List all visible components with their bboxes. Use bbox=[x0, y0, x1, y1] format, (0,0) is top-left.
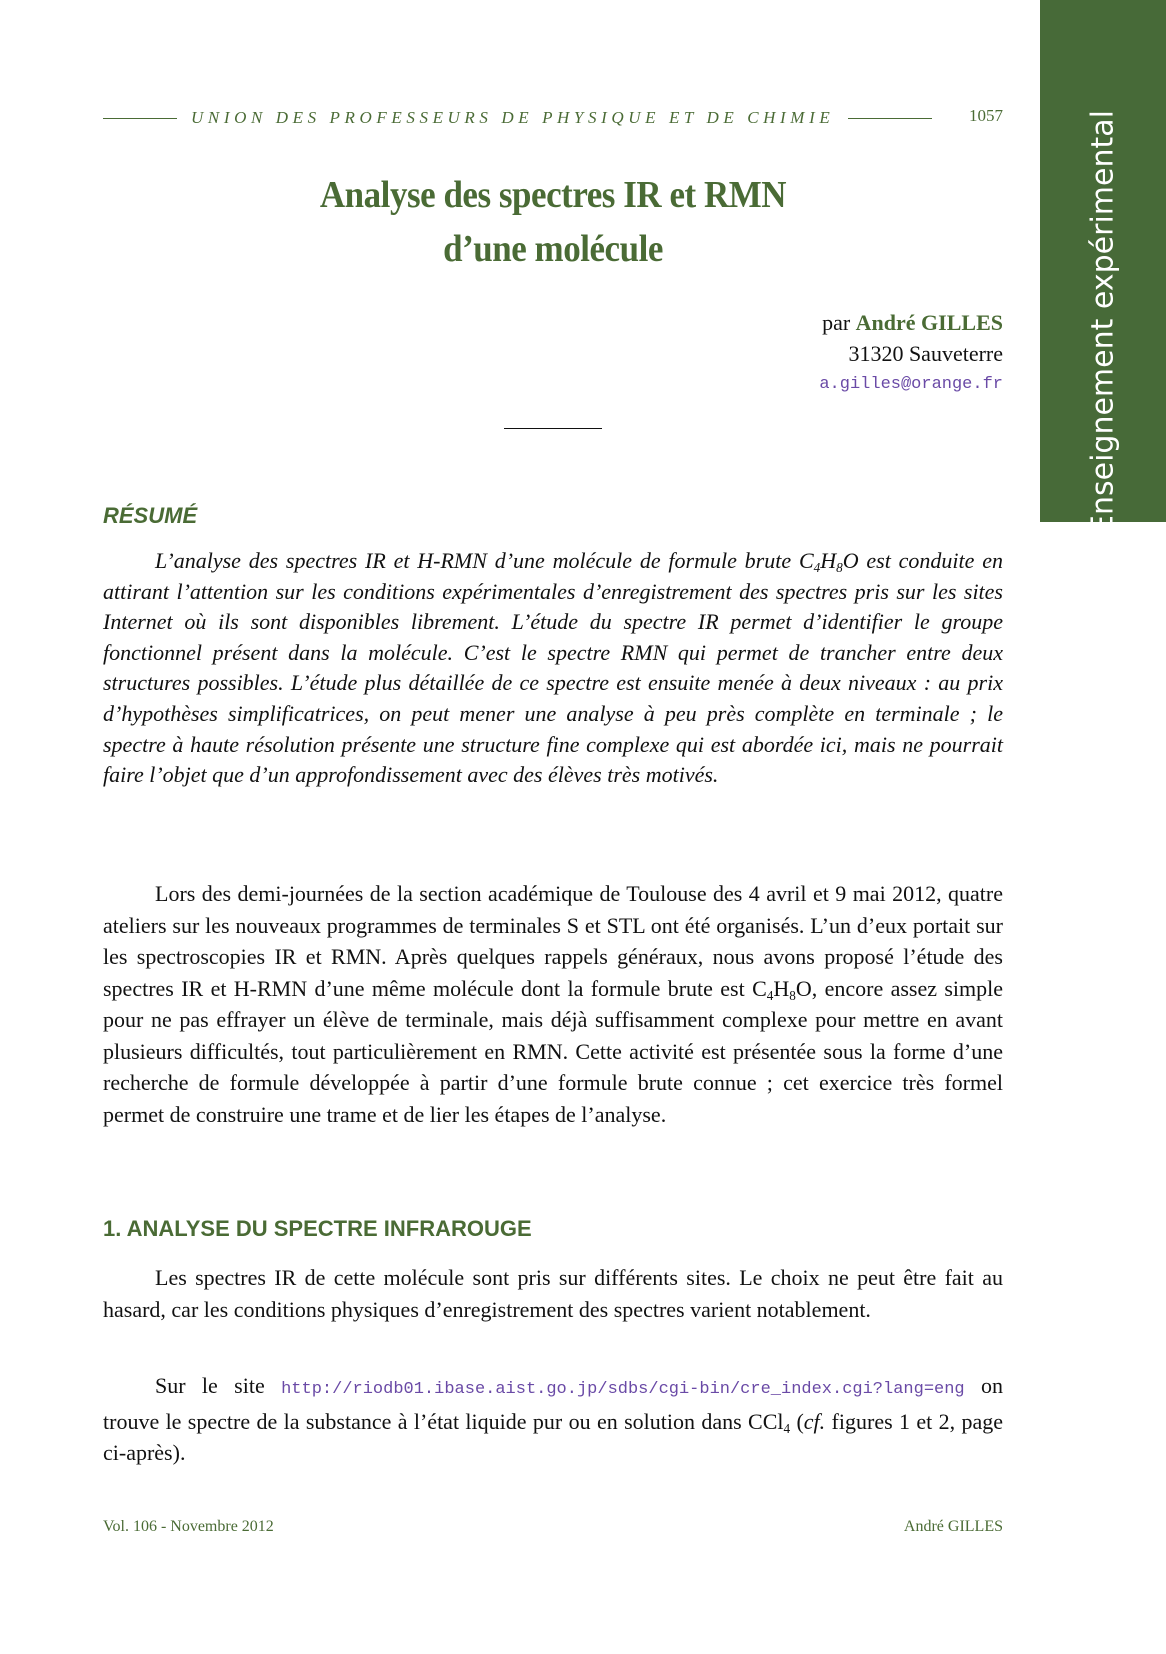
section-1-paragraph-1: Les spectres IR de cette molécule sont pris sur différents sites. Le choix ne peut être fait au hasard, car les conditions physiques d’enregistrement des spectres varient notablement. bbox=[103, 1265, 1003, 1322]
sdbs-url-link[interactable]: http://riodb01.ibase.aist.go.jp/sdbs/cgi-bin/cre_index.cgi?lang=eng bbox=[281, 1380, 965, 1399]
footer-author: André GILLES bbox=[903, 1518, 1003, 1535]
journal-name: UNION DES PROFESSEURS DE PHYSIQUE ET DE CHIMIE bbox=[191, 108, 835, 127]
author-name: André GILLES bbox=[855, 310, 1003, 335]
intro-paragraph: Lors des demi-journées de la section académique de Toulouse des 4 avril et 9 mai 2012, quatre ateliers sur les nouveaux programmes de terminales S et STL ont été organisés. L’un d’eux portait sur les spectroscopies IR et RMN. Après quelques rappels généraux, nous avons proposé l’étude des spectres IR et H-RMN d’une même molécule dont la formule brute est $C_4H_8O$, encore assez simple pour ne pas effrayer un élève de terminale, mais déjà suffisamment complexe pour mettre en avant plusieurs difficultés, tout particulièrement en RMN. Cette activité est présentée sous la forme d’une recherche de formule développée à partir d’une formule brute connue ; cet exercice très formel permet de construire une trame et de lier les étapes de l’analyse. bbox=[103, 881, 1003, 1127]
section-1-paragraph-2: Sur le site http://riodb01.ibase.aist.go.jp/sdbs/cgi-bin/cre_index.cgi?lang=eng on trouve le spectre de la substance à l’état liquide pur ou en solution dans CCl$_4$ (cf. figures 1 et 2, page ci-après). bbox=[103, 1373, 1004, 1465]
section-side-tab bbox=[1040, 0, 1166, 534]
footer-volume: Vol. 106 - Novembre 2012 bbox=[103, 1518, 274, 1535]
section-1-heading: 1. ANALYSE DU SPECTRE INFRAROUGE bbox=[103, 1216, 532, 1241]
running-head-rule-left bbox=[103, 118, 177, 119]
molecular-formula: $C_4H_8O$ bbox=[798, 548, 859, 575]
molecular-formula: $C_4H_8O$ bbox=[752, 975, 812, 1003]
page-number: 1057 bbox=[969, 106, 1003, 125]
running-head-rule-right bbox=[848, 118, 932, 119]
byline bbox=[819, 307, 1003, 400]
author-prefix: par bbox=[822, 310, 851, 335]
running-head bbox=[103, 106, 1003, 130]
title-line-2: d’une molécule bbox=[443, 228, 663, 270]
separator-rule bbox=[504, 428, 602, 429]
title-line-1: Analyse des spectres IR et RMN bbox=[319, 174, 787, 216]
abstract-heading: RÉSUMÉ bbox=[103, 503, 198, 528]
author-email-link[interactable]: a.gilles@orange.fr bbox=[819, 375, 1003, 394]
article-title bbox=[139, 168, 967, 276]
abstract-text: L’analyse des spectres IR et H-RMN d’une molécule de formule brute $C_4H_8O$ est conduite en attirant l’attention sur les conditions expérimentales d’enregistrement des spectres pris sur les sites Internet où ils sont disponibles librement. L’étude du spectre IR permet d’identifier le groupe fonctionnel présent dans la molécule. C’est le spectre RMN qui permet de trancher entre deux structures possibles. L’étude plus détaillée de ce spectre est ensuite menée à deux niveaux : au prix d’hypothèses simplificatrices, on peut mener une analyse à peu près complète en terminale ; le spectre à haute résolution présente une structure fine complexe qui est abordée ici, mais ne pourrait faire l’objet que d’un approfondissement avec des élèves très motivés. bbox=[103, 548, 1003, 788]
side-tab-label: Enseignement expérimental bbox=[1085, 110, 1121, 534]
author-city: 31320 Sauveterre bbox=[848, 341, 1003, 366]
